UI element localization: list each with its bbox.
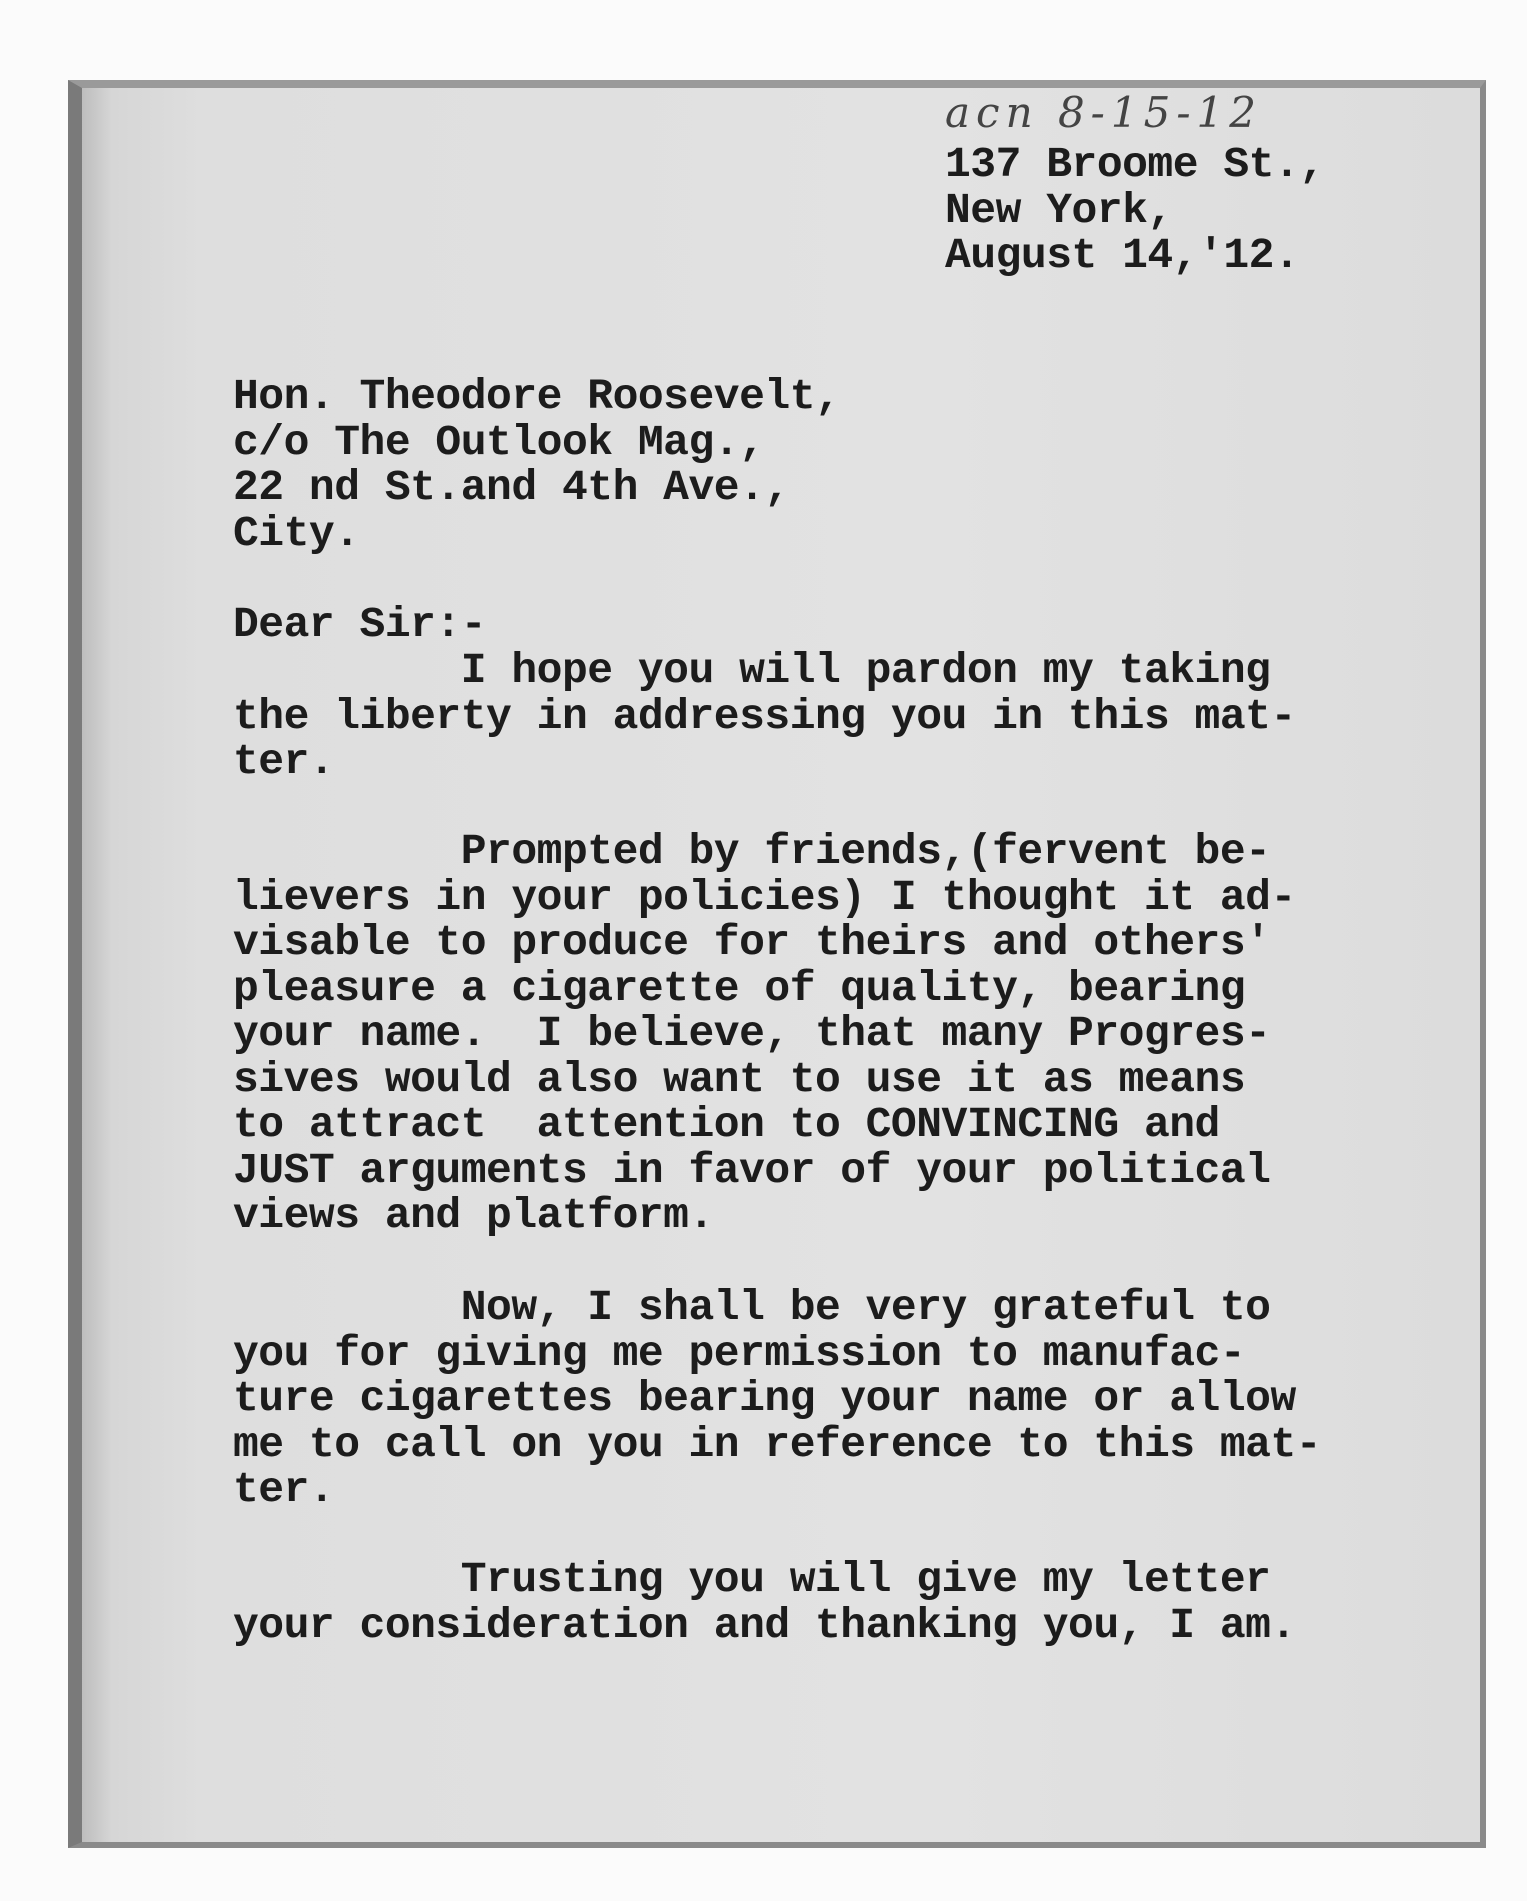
text-line: views and platform. (233, 1191, 714, 1240)
text-line: Prompted by friends,(fervent be- (233, 827, 1271, 876)
recipient-line: City. (233, 508, 360, 558)
text-line: Now, I shall be very grateful to (233, 1283, 1271, 1332)
date-line: August 14,'12. (945, 231, 1300, 280)
salutation: Dear Sir:- (233, 600, 487, 649)
text-line: visable to produce for theirs and others' (233, 918, 1271, 967)
paragraph-2 (233, 829, 1296, 1239)
text-line: your name. I believe, that many Progres- (233, 1009, 1271, 1058)
recipient-block (233, 374, 840, 556)
text-line: me to call on you in reference to this mat- (233, 1419, 1322, 1469)
text-line: to attract attention to CONVINCING and (233, 1100, 1220, 1149)
text-line: JUST arguments in favor of your political (233, 1145, 1271, 1195)
recipient-line: 22 nd St.and 4th Ave., (233, 463, 790, 512)
paragraph-1 (233, 648, 1296, 785)
address-line: 137 Broome St., (945, 140, 1325, 189)
handwritten-annotation: acn 8-15-12 (945, 88, 1262, 137)
text-line: ture cigarettes bearing your name or allow (233, 1374, 1296, 1423)
recipient-line: c/o The Outlook Mag., (233, 417, 765, 467)
paragraph-4 (233, 1557, 1296, 1648)
recipient-line: Hon. Theodore Roosevelt, (233, 372, 841, 421)
text-line: the liberty in addressing you in this mat- (233, 691, 1296, 741)
text-line: pleasure a cigarette of quality, bearing (233, 963, 1246, 1013)
address-line: New York, (945, 185, 1173, 235)
text-line: you for giving me permission to manufac- (233, 1328, 1246, 1378)
paragraph-3 (233, 1285, 1321, 1513)
text-line: lievers in your policies) I thought it ad- (233, 872, 1296, 922)
text-line: sives would also want to use it as means (233, 1054, 1246, 1104)
text-line: I hope you will pardon my taking (233, 646, 1271, 695)
text-line: ter. (233, 1465, 335, 1514)
text-line: your consideration and thanking you, I am. (233, 1600, 1296, 1650)
text-line: ter. (233, 737, 335, 786)
text-line: Trusting you will give my letter (233, 1555, 1271, 1604)
sender-address (945, 142, 1325, 279)
